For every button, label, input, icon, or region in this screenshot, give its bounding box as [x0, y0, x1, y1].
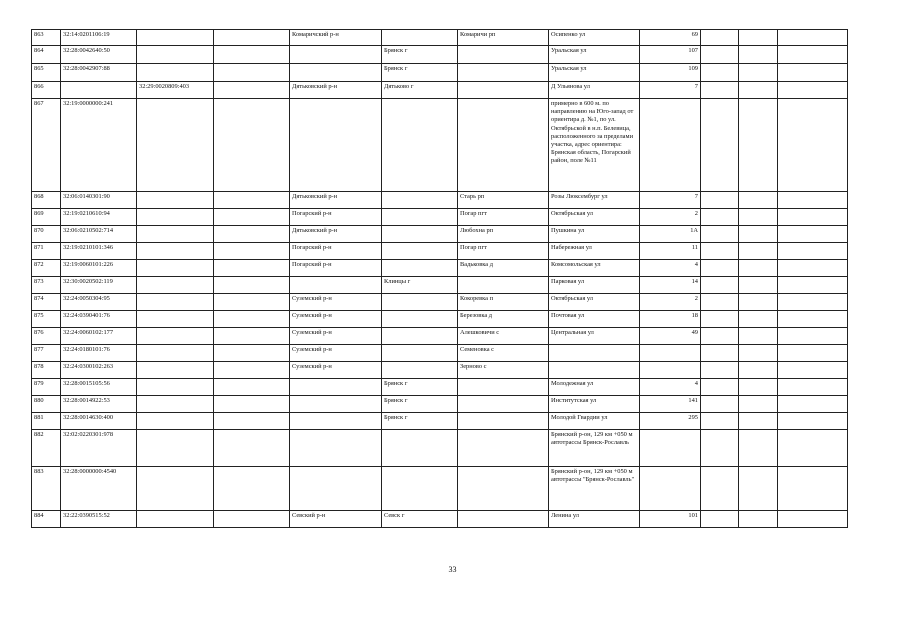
empty-cell: [778, 99, 848, 192]
city-cell: Брянск г: [382, 64, 458, 82]
district-cell: [290, 430, 382, 467]
settlement-cell: [458, 511, 549, 528]
row-number-cell: 881: [32, 413, 61, 430]
empty-cell: [701, 64, 739, 82]
row-number-cell: 872: [32, 260, 61, 277]
district-cell: Дятьковский р-н: [290, 192, 382, 209]
city-cell: [382, 226, 458, 243]
row-number-cell: 865: [32, 64, 61, 82]
city-cell: Севск г: [382, 511, 458, 528]
cadastral-number-cell: 32:24:0180101:76: [61, 345, 137, 362]
cadastral-number-cell: 32:22:0390515:52: [61, 511, 137, 528]
house-cell: 14: [640, 277, 701, 294]
extra-number-cell: [137, 30, 214, 46]
settlement-cell: Комаричи рп: [458, 30, 549, 46]
house-cell: 4: [640, 379, 701, 396]
empty-cell: [739, 362, 778, 379]
extra-number-cell: [137, 311, 214, 328]
district-cell: [290, 46, 382, 64]
empty-cell: [701, 511, 739, 528]
row-number-cell: 870: [32, 226, 61, 243]
cadastral-number-cell: 32:06:0210502:714: [61, 226, 137, 243]
table-row: [32, 345, 848, 362]
street-cell: Набережная ул: [549, 243, 640, 260]
table-row: [32, 243, 848, 260]
table-row: [32, 328, 848, 345]
empty-cell: [778, 511, 848, 528]
house-cell: 7: [640, 82, 701, 99]
house-cell: [640, 362, 701, 379]
table-row: [32, 209, 848, 226]
table-row: [32, 379, 848, 396]
row-number-cell: 883: [32, 467, 61, 511]
city-cell: Дятьково г: [382, 82, 458, 99]
district-cell: Суземский р-н: [290, 294, 382, 311]
table-row: [32, 467, 848, 511]
extra-number-cell: [137, 413, 214, 430]
table-row: [32, 413, 848, 430]
settlement-cell: Любохна рп: [458, 226, 549, 243]
table-row: [32, 277, 848, 294]
empty-cell: [701, 82, 739, 99]
street-cell: Почтовая ул: [549, 311, 640, 328]
extra-number-cell: [137, 99, 214, 192]
empty-cell: [778, 46, 848, 64]
empty-cell: [778, 82, 848, 99]
city-cell: [382, 328, 458, 345]
extra-cell: [214, 311, 290, 328]
empty-cell: [778, 243, 848, 260]
empty-cell: [701, 413, 739, 430]
empty-cell: [778, 430, 848, 467]
empty-cell: [739, 430, 778, 467]
settlement-cell: Погар пгт: [458, 243, 549, 260]
city-cell: [382, 192, 458, 209]
extra-number-cell: [137, 379, 214, 396]
settlement-cell: [458, 46, 549, 64]
empty-cell: [701, 362, 739, 379]
cadastral-number-cell: 32:28:0000000:4540: [61, 467, 137, 511]
extra-number-cell: [137, 294, 214, 311]
empty-cell: [701, 311, 739, 328]
empty-cell: [739, 46, 778, 64]
street-cell: Д Ульянова ул: [549, 82, 640, 99]
cadastral-number-cell: 32:30:0020502:119: [61, 277, 137, 294]
extra-number-cell: [137, 209, 214, 226]
empty-cell: [701, 209, 739, 226]
house-cell: 1А: [640, 226, 701, 243]
table-row: [32, 99, 848, 192]
extra-number-cell: [137, 260, 214, 277]
street-cell: [549, 345, 640, 362]
cadastral-number-cell: 32:28:0042907:88: [61, 64, 137, 82]
table-row: [32, 64, 848, 82]
extra-cell: [214, 430, 290, 467]
row-number-cell: 875: [32, 311, 61, 328]
empty-cell: [739, 413, 778, 430]
empty-cell: [739, 243, 778, 260]
empty-cell: [701, 328, 739, 345]
settlement-cell: [458, 379, 549, 396]
settlement-cell: Семеновка с: [458, 345, 549, 362]
house-cell: 2: [640, 294, 701, 311]
empty-cell: [701, 226, 739, 243]
extra-number-cell: [137, 243, 214, 260]
house-cell: [640, 467, 701, 511]
empty-cell: [778, 64, 848, 82]
district-cell: Дятьковский р-н: [290, 226, 382, 243]
extra-number-cell: [137, 46, 214, 64]
street-cell: Уральская ул: [549, 64, 640, 82]
city-cell: Брянск г: [382, 379, 458, 396]
house-cell: [640, 430, 701, 467]
street-cell: Комсомольская ул: [549, 260, 640, 277]
district-cell: Суземский р-н: [290, 328, 382, 345]
cadastral-number-cell: 32:02:0220301:978: [61, 430, 137, 467]
city-cell: [382, 260, 458, 277]
district-cell: [290, 99, 382, 192]
cadastral-number-cell: 32:24:0060102:177: [61, 328, 137, 345]
house-cell: 107: [640, 46, 701, 64]
house-cell: [640, 99, 701, 192]
empty-cell: [778, 260, 848, 277]
house-cell: 18: [640, 311, 701, 328]
cadastral-number-cell: 32:24:0390401:76: [61, 311, 137, 328]
empty-cell: [778, 396, 848, 413]
empty-cell: [778, 328, 848, 345]
empty-cell: [778, 379, 848, 396]
district-cell: [290, 413, 382, 430]
cadastral-number-cell: 32:28:0014630:400: [61, 413, 137, 430]
city-cell: [382, 467, 458, 511]
extra-number-cell: [137, 396, 214, 413]
page-number: 33: [448, 565, 457, 574]
row-number-cell: 864: [32, 46, 61, 64]
empty-cell: [701, 430, 739, 467]
cadastral-number-cell: [61, 82, 137, 99]
house-cell: 49: [640, 328, 701, 345]
table-row: [32, 362, 848, 379]
table-row: [32, 226, 848, 243]
table-row: [32, 430, 848, 467]
settlement-cell: Вадьковка д: [458, 260, 549, 277]
empty-cell: [739, 192, 778, 209]
empty-cell: [778, 467, 848, 511]
empty-cell: [701, 294, 739, 311]
cadastral-number-cell: 32:19:0210101:346: [61, 243, 137, 260]
street-cell: Парковая ул: [549, 277, 640, 294]
extra-cell: [214, 294, 290, 311]
cadastral-number-cell: 32:19:0000000:241: [61, 99, 137, 192]
empty-cell: [778, 311, 848, 328]
settlement-cell: Зерново с: [458, 362, 549, 379]
cadastral-number-cell: 32:19:0210610:94: [61, 209, 137, 226]
table-row: [32, 396, 848, 413]
table-row: [32, 311, 848, 328]
house-cell: [640, 345, 701, 362]
city-cell: [382, 243, 458, 260]
settlement-cell: [458, 82, 549, 99]
cadastral-number-cell: 32:24:0050304:95: [61, 294, 137, 311]
empty-cell: [739, 277, 778, 294]
district-cell: [290, 467, 382, 511]
table-row: [32, 511, 848, 528]
empty-cell: [739, 30, 778, 46]
empty-cell: [739, 64, 778, 82]
row-number-cell: 868: [32, 192, 61, 209]
city-cell: [382, 345, 458, 362]
cadastral-number-cell: 32:14:0201106:19: [61, 30, 137, 46]
empty-cell: [739, 379, 778, 396]
district-cell: Севский р-н: [290, 511, 382, 528]
row-number-cell: 867: [32, 99, 61, 192]
settlement-cell: [458, 64, 549, 82]
extra-number-cell: [137, 328, 214, 345]
extra-number-cell: [137, 277, 214, 294]
empty-cell: [701, 99, 739, 192]
settlement-cell: Старь рп: [458, 192, 549, 209]
extra-cell: [214, 243, 290, 260]
city-cell: [382, 294, 458, 311]
house-cell: 109: [640, 64, 701, 82]
district-cell: Суземский р-н: [290, 345, 382, 362]
empty-cell: [778, 209, 848, 226]
row-number-cell: 863: [32, 30, 61, 46]
cadastral-number-cell: 32:28:0015105:56: [61, 379, 137, 396]
empty-cell: [701, 396, 739, 413]
table-row: [32, 192, 848, 209]
extra-cell: [214, 82, 290, 99]
extra-cell: [214, 396, 290, 413]
city-cell: Брянск г: [382, 46, 458, 64]
extra-cell: [214, 379, 290, 396]
district-cell: Погарский р-н: [290, 243, 382, 260]
street-cell: примерно в 600 м. по направлению на Юго-запад от ориентира д. №1, по ул. Октябрьской в н.п. Белевица, расположенного за пределами участка, адрес ориентира: Брянская область, Погарский район, поле №11: [549, 99, 640, 192]
empty-cell: [739, 328, 778, 345]
street-cell: [549, 362, 640, 379]
empty-cell: [701, 467, 739, 511]
table-row: [32, 82, 848, 99]
street-cell: Розы Люксембург ул: [549, 192, 640, 209]
street-cell: Институтская ул: [549, 396, 640, 413]
empty-cell: [778, 413, 848, 430]
district-cell: [290, 64, 382, 82]
extra-number-cell: [137, 430, 214, 467]
street-cell: Октябрьская ул: [549, 294, 640, 311]
empty-cell: [739, 511, 778, 528]
street-cell: Октябрьская ул: [549, 209, 640, 226]
empty-cell: [701, 260, 739, 277]
house-cell: 69: [640, 30, 701, 46]
registry-table-body: [32, 30, 848, 528]
street-cell: Молодежная ул: [549, 379, 640, 396]
settlement-cell: [458, 396, 549, 413]
house-cell: 11: [640, 243, 701, 260]
district-cell: Дятьковский р-н: [290, 82, 382, 99]
city-cell: [382, 311, 458, 328]
table-row: [32, 30, 848, 46]
empty-cell: [778, 294, 848, 311]
house-cell: 101: [640, 511, 701, 528]
settlement-cell: [458, 413, 549, 430]
city-cell: [382, 209, 458, 226]
empty-cell: [778, 362, 848, 379]
extra-cell: [214, 226, 290, 243]
house-cell: 7: [640, 192, 701, 209]
district-cell: Суземский р-н: [290, 311, 382, 328]
extra-number-cell: 32:29:0020809:403: [137, 82, 214, 99]
extra-cell: [214, 30, 290, 46]
row-number-cell: 877: [32, 345, 61, 362]
row-number-cell: 878: [32, 362, 61, 379]
empty-cell: [778, 345, 848, 362]
district-cell: [290, 277, 382, 294]
city-cell: [382, 430, 458, 467]
settlement-cell: Погар пгт: [458, 209, 549, 226]
city-cell: Клинцы г: [382, 277, 458, 294]
empty-cell: [778, 30, 848, 46]
street-cell: Уральская ул: [549, 46, 640, 64]
extra-cell: [214, 277, 290, 294]
empty-cell: [739, 260, 778, 277]
district-cell: [290, 396, 382, 413]
street-cell: Пушкина ул: [549, 226, 640, 243]
table-row: [32, 46, 848, 64]
city-cell: Брянск г: [382, 413, 458, 430]
extra-number-cell: [137, 345, 214, 362]
city-cell: Брянск г: [382, 396, 458, 413]
extra-cell: [214, 328, 290, 345]
extra-cell: [214, 362, 290, 379]
settlement-cell: [458, 467, 549, 511]
district-cell: Погарский р-н: [290, 260, 382, 277]
row-number-cell: 876: [32, 328, 61, 345]
extra-cell: [214, 46, 290, 64]
extra-cell: [214, 209, 290, 226]
extra-number-cell: [137, 467, 214, 511]
empty-cell: [739, 467, 778, 511]
extra-number-cell: [137, 511, 214, 528]
street-cell: Осипенко ул: [549, 30, 640, 46]
row-number-cell: 879: [32, 379, 61, 396]
street-cell: Центральная ул: [549, 328, 640, 345]
empty-cell: [778, 277, 848, 294]
extra-cell: [214, 413, 290, 430]
row-number-cell: 869: [32, 209, 61, 226]
empty-cell: [778, 226, 848, 243]
row-number-cell: 873: [32, 277, 61, 294]
extra-number-cell: [137, 64, 214, 82]
settlement-cell: Кокоревка п: [458, 294, 549, 311]
empty-cell: [701, 243, 739, 260]
extra-cell: [214, 99, 290, 192]
table-row: [32, 260, 848, 277]
house-cell: 295: [640, 413, 701, 430]
row-number-cell: 871: [32, 243, 61, 260]
row-number-cell: 866: [32, 82, 61, 99]
cadastral-number-cell: 32:28:0042640:50: [61, 46, 137, 64]
district-cell: [290, 379, 382, 396]
cadastral-number-cell: 32:24:0300102:263: [61, 362, 137, 379]
house-cell: 141: [640, 396, 701, 413]
extra-cell: [214, 345, 290, 362]
house-cell: 2: [640, 209, 701, 226]
street-cell: Брянский р-он, 129 км +050 м автотрассы Брянск-Рославль: [549, 430, 640, 467]
settlement-cell: [458, 430, 549, 467]
district-cell: Суземский р-н: [290, 362, 382, 379]
extra-number-cell: [137, 226, 214, 243]
row-number-cell: 874: [32, 294, 61, 311]
empty-cell: [739, 311, 778, 328]
extra-cell: [214, 467, 290, 511]
empty-cell: [778, 192, 848, 209]
registry-table: [31, 29, 848, 528]
cadastral-number-cell: 32:19:0060101:226: [61, 260, 137, 277]
extra-number-cell: [137, 362, 214, 379]
cadastral-number-cell: 32:28:0014922:53: [61, 396, 137, 413]
empty-cell: [739, 345, 778, 362]
extra-cell: [214, 511, 290, 528]
extra-number-cell: [137, 192, 214, 209]
street-cell: Брянский р-он, 129 км +050 м автотрассы "Брянск-Рославль": [549, 467, 640, 511]
settlement-cell: [458, 99, 549, 192]
empty-cell: [701, 345, 739, 362]
empty-cell: [739, 226, 778, 243]
empty-cell: [701, 277, 739, 294]
district-cell: Комаричский р-н: [290, 30, 382, 46]
extra-cell: [214, 260, 290, 277]
table-row: [32, 294, 848, 311]
street-cell: Молодой Гвардии ул: [549, 413, 640, 430]
cadastral-number-cell: 32:06:0140301:90: [61, 192, 137, 209]
district-cell: Погарский р-н: [290, 209, 382, 226]
extra-cell: [214, 64, 290, 82]
empty-cell: [739, 294, 778, 311]
street-cell: Ленина ул: [549, 511, 640, 528]
settlement-cell: Березовка д: [458, 311, 549, 328]
house-cell: 4: [640, 260, 701, 277]
city-cell: [382, 362, 458, 379]
empty-cell: [739, 396, 778, 413]
empty-cell: [701, 30, 739, 46]
empty-cell: [739, 82, 778, 99]
empty-cell: [701, 192, 739, 209]
city-cell: [382, 99, 458, 192]
empty-cell: [701, 46, 739, 64]
city-cell: [382, 30, 458, 46]
settlement-cell: [458, 277, 549, 294]
extra-cell: [214, 192, 290, 209]
settlement-cell: Алешковичи с: [458, 328, 549, 345]
empty-cell: [739, 209, 778, 226]
empty-cell: [739, 99, 778, 192]
row-number-cell: 884: [32, 511, 61, 528]
row-number-cell: 880: [32, 396, 61, 413]
empty-cell: [701, 379, 739, 396]
row-number-cell: 882: [32, 430, 61, 467]
